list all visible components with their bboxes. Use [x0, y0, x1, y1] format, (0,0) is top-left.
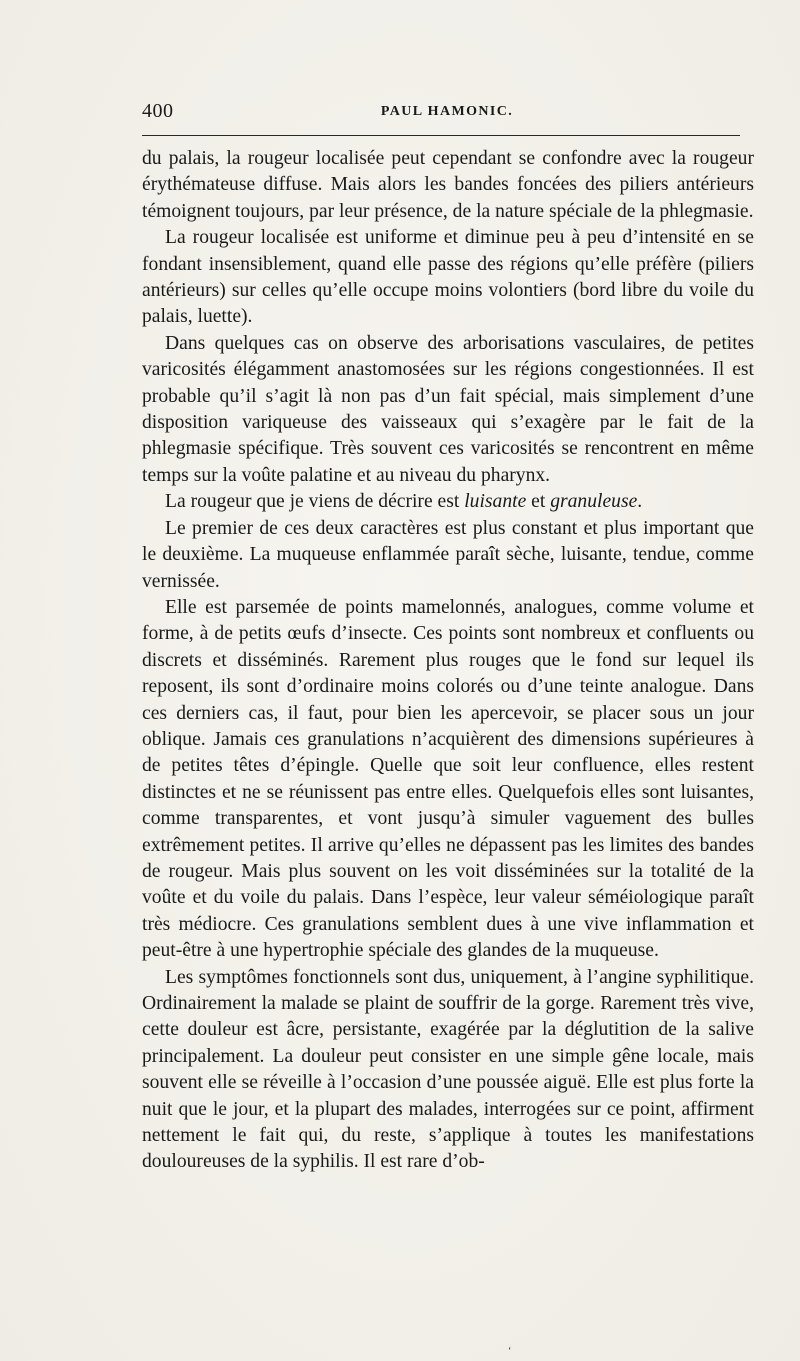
header-rule: [142, 135, 740, 136]
body-text: [142, 146, 754, 1176]
paragraph: du palais, la rougeur localisée peut cependant se confondre avec la rougeur érythémateuse diffuse. Mais alors les bandes foncées des piliers antérieurs témoignent toujours, par leur présence, de la nature spéciale de la phlegmasie.: [142, 148, 754, 222]
paragraph-text: .: [637, 491, 643, 513]
running-head: [142, 100, 752, 126]
italic-term-luisante: luisante: [464, 491, 527, 513]
paragraph: Les symptômes fonctionnels sont dus, uniquement, à l’angine syphilitique. Ordinairement la malade se plaint de souffrir de la gorge. Rarement très vive, cette douleur est âcre, persistante, exagérée par la déglutition de la salive principalement. La douleur peut consister en une simple gêne locale, mais souvent elle se réveille à l’occasion d’une poussée aiguë. Elle est plus forte la nuit que le jour, et la plupart des malades, interrogées sur ce point, affirment nettement le fait qui, du reste, s’applique à toutes les manifestations douloureuses de la syphilis. Il est rare d’ob-: [142, 966, 754, 1173]
paragraph: La rougeur localisée est uniforme et diminue peu à peu d’intensité en se fondant insensiblement, quand elle passe des régions qu’elle préfère (piliers antérieurs) sur celles qu’elle occupe moins volontiers (bord libre du voile du palais, luette).: [142, 227, 754, 328]
paragraph-text: La rougeur que je viens de décrire est: [165, 491, 465, 513]
running-head-author: PAUL HAMONIC.: [380, 104, 514, 119]
paragraph: Dans quelques cas on observe des arborisations vasculaires, de petites varicosités élégamment anastomosées sur les régions congestionnées. Il est probable qu’il s’agit là non pas d’un fait spécial, mais simplement d’une disposition variqueuse des vaisseaux qui s’exagère par le fait de la phlegmasie spécifique. Très souvent ces varicosités se rencontrent en même temps sur la voûte palatine et au niveau du pharynx.: [142, 332, 754, 486]
paragraph: Elle est parsemée de points mamelonnés, analogues, comme volume et forme, à de petits œufs d’insecte. Ces points sont nombreux et confluents ou discrets et disséminés. Rarement plus rouges que le fond sur lequel ils reposent, ils sont d’ordinaire moins colorés ou d’une teinte analogue. Dans ces derniers cas, il faut, pour bien les apercevoir, se placer sous un jour oblique. Jamais ces granulations n’acquièrent des dimensions supérieures à de petites têtes d’épingle. Quelle que soit leur confluence, elles restent distinctes et ne se réunissent pas entre elles. Quelquefois elles sont luisantes, comme transparentes, et vont jusqu’à simuler vaguement des bulles extrêmement petites. Il arrive qu’elles ne dépassent pas les limites des bandes de rougeur. Mais plus souvent on les voit disséminées sur la totalité de la voûte et du voile du palais. Dans l’espèce, leur valeur séméiologique paraît très médiocre. Ces granulations semblent dues à une vive inflammation et peut-être à une hypertrophie spéciale des glandes de la muqueuse.: [142, 596, 754, 962]
paragraph-text: et: [526, 491, 551, 513]
paragraph: Le premier de ces deux caractères est plus constant et plus important que le deuxième. La muqueuse enflammée paraît sèche, luisante, tendue, comme vernissée.: [142, 517, 754, 592]
paragraph: [142, 489, 754, 515]
printer-mark: ‘: [508, 1346, 512, 1357]
page-number: 400: [142, 100, 174, 122]
italic-term-granuleuse: granuleuse: [550, 491, 638, 513]
